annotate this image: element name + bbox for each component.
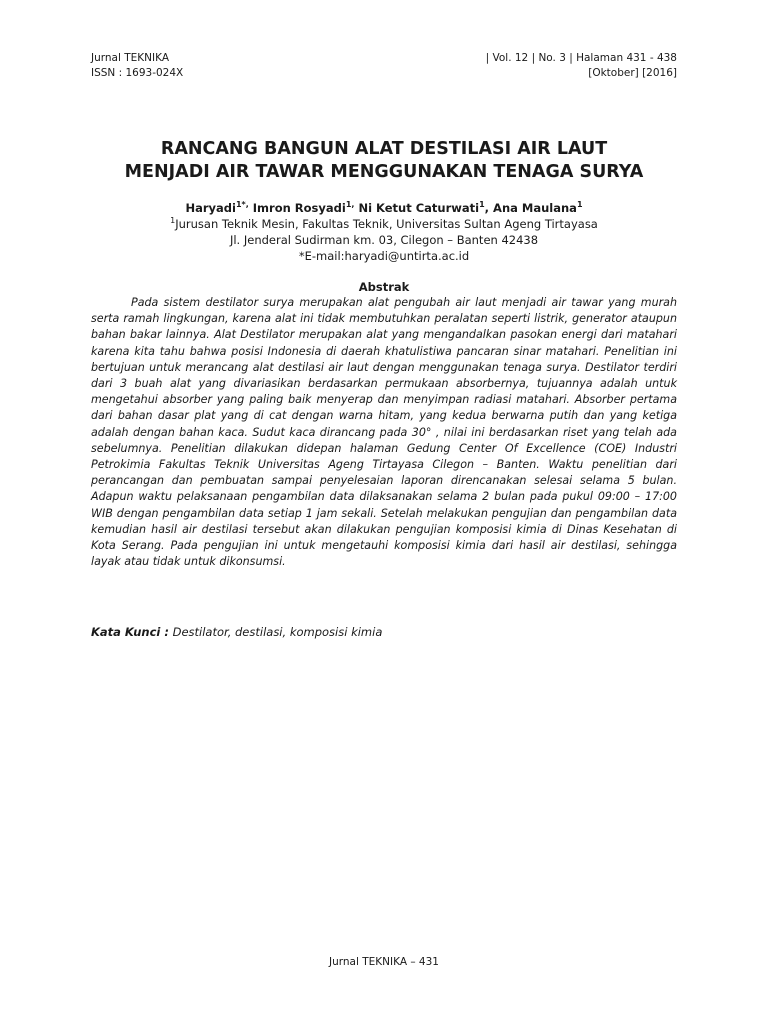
publication-date: [Oktober] [2016]	[588, 67, 677, 79]
author-3-sup: 1	[479, 200, 485, 210]
author-names	[60, 200, 708, 216]
volume-info: | Vol. 12 | No. 3 | Halaman 431 - 438	[485, 52, 677, 64]
header-right	[486, 51, 677, 81]
keywords-label: Kata Kunci :	[91, 625, 169, 639]
title-line-1: RANCANG BANGUN ALAT DESTILASI AIR LAUT	[160, 139, 608, 159]
abstract-heading: Abstrak	[358, 280, 410, 294]
affiliation	[60, 216, 708, 232]
affiliation-text: Jurusan Teknik Mesin, Fakultas Teknik, Universitas Sultan Ageng Tirtayasa	[175, 217, 598, 231]
author-4-sup: 1	[576, 200, 583, 210]
authors-block	[60, 200, 708, 264]
author-4: , Ana Maulana	[484, 201, 577, 215]
author-2: Imron Rosyadi	[248, 201, 346, 215]
keywords-text: Destilator, destilasi, komposisi kimia	[168, 625, 383, 639]
journal-name: Jurnal TEKNIKA	[91, 52, 169, 64]
page-footer: Jurnal TEKNIKA – 431	[329, 956, 439, 968]
title-line-2: MENJADI AIR TAWAR MENGGUNAKAN TENAGA SURYA	[124, 162, 644, 182]
issn: ISSN : 1693-024X	[91, 67, 184, 79]
keywords	[91, 624, 677, 640]
header-left	[91, 51, 183, 81]
affiliation-sup: 1	[170, 216, 176, 226]
author-1: Haryadi	[185, 201, 236, 215]
author-1-sup: 1*,	[235, 200, 249, 210]
paper-title	[60, 138, 708, 184]
author-3: Ni Ketut Caturwati	[354, 201, 480, 215]
abstract-text: Pada sistem destilator surya merupakan alat pengubah air laut menjadi air tawar yang murah serta ramah lingkungan, karena alat ini tidak membutuhkan peralatan seperti listrik, generator ataupun bahan bakar lainnya. Alat Destilator merupakan alat yang mengandalkan pasokan energi dari matahari karena kita tahu bahwa posisi Indonesia di daerah khatulistiwa pancaran sinar matahari. Penelitian ini bertujuan untuk merancang alat destilasi air laut dengan menggunakan tenaga surya. Destilator terdiri dari 3 buah alat yang divariasikan berdasarkan permukaan absorbernya, tujuannya adalah untuk mengetahui absorber yang paling baik menyerap dan menyimpan radiasi matahari. Absorber pertama dari bahan dasar plat yang di cat dengan warna hitam, yang kedua berwarna putih dan yang ketiga adalah dengan bahan kaca. Sudut kaca dirancang pada 30° , nilai ini berdasarkan riset yang telah ada sebelumnya. Penelitian dilakukan didepan halaman Gedung Center Of Excellence (COE) Industri Petrokimia Fakultas Teknik Universitas Ageng Tirtayasa Cilegon – Banten. Waktu penelitian dari perancangan dan pembuatan sampai penyelesaian laporan direncanakan selesai selama 5 bulan. Adapun waktu pelaksanaan pengambilan data dilaksanakan selama 2 bulan pada pukul 09:00 – 17:00 WIB dengan pengambilan data setiap 1 jam sekali. Setelah melakukan pengujian dan pengambilan data kemudian hasil air destilasi tersebut akan dilakukan pengujian komposisi kimia di Dinas Kesehatan di Kota Serang. Pada pengujian ini untuk mengetauhi komposisi kimia dari hasil air destilasi, sehingga layak atau tidak untuk dikonsumsi.	[91, 296, 677, 569]
email: *E-mail:haryadi@untirta.ac.id	[298, 249, 470, 263]
author-2-sup: 1,	[345, 200, 355, 210]
address: Jl. Jenderal Sudirman km. 03, Cilegon – Banten 42438	[229, 233, 539, 247]
